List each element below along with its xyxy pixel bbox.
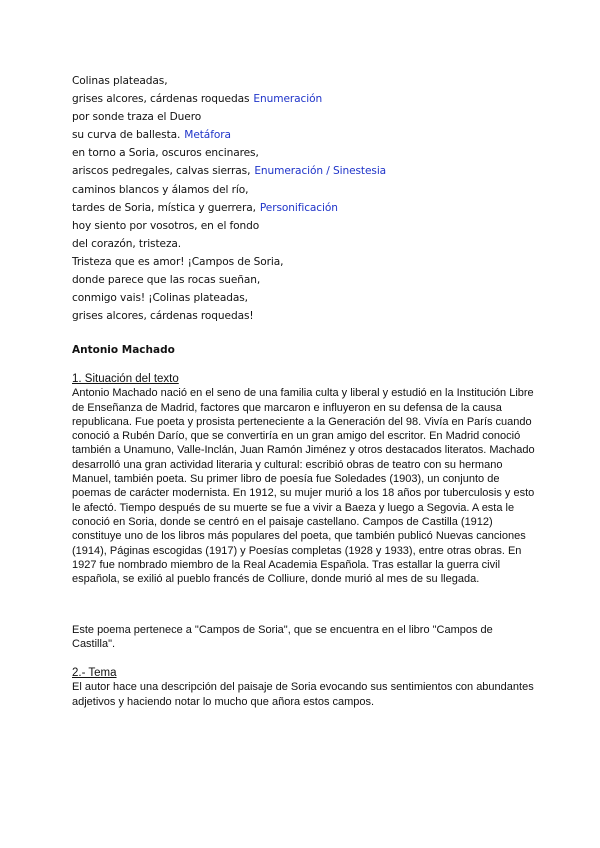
section-heading: 1. Situación del texto bbox=[72, 373, 179, 385]
poem-line: en torno a Soria, oscuros encinares, bbox=[72, 147, 259, 160]
figure-annotation: Metáfora bbox=[184, 129, 231, 142]
poem-line: grises alcores, cárdenas roquedas Enumeración bbox=[72, 93, 323, 106]
poem-line: conmigo vais! ¡Colinas plateadas, bbox=[72, 292, 248, 305]
poem-line: ariscos pedregales, calvas sierras, Enumeración / Sinestesia bbox=[72, 165, 387, 178]
poem-line: su curva de ballesta. Metáfora bbox=[72, 129, 231, 142]
poem-author: Antonio Machado bbox=[72, 344, 175, 356]
poem-line: grises alcores, cárdenas roquedas! bbox=[72, 310, 254, 323]
poem-line: por sonde traza el Duero bbox=[72, 111, 202, 124]
figure-annotation: Personificación bbox=[259, 201, 338, 214]
section-pertenencia bbox=[72, 623, 537, 652]
poem-line: tardes de Soria, mística y guerrera, Personificación bbox=[72, 201, 338, 214]
poem-line: donde parece que las rocas sueñan, bbox=[72, 274, 261, 287]
section-body: El autor hace una descripción del paisaje de Soria evocando sus sentimientos con abundantes adjetivos y haciendo notar lo mucho que añora estos campos. bbox=[72, 681, 534, 708]
poem-line: Colinas plateadas, bbox=[72, 75, 168, 87]
poem-line: del corazón, tristeza. bbox=[72, 237, 182, 250]
poem-line: caminos blancos y álamos del río, bbox=[72, 183, 249, 196]
section-heading: 2.- Tema bbox=[72, 667, 117, 679]
section-body: Antonio Machado nació en el seno de una familia culta y liberal y estudió en la Institución Libre de Enseñanza de Madrid, factores que marcaron e influyeron en su defensa de la causa republicana. Fue poeta y prosista perteneciente a la Generación del 98. Vivía en París cuando conoció a Rubén Darío, que se convertiría en un gran amigo del escritor. En Madrid conoció también a Unamuno, Valle-Inclán, Juan Ramón Jiménez y otros destacados literatos. Machado desarrolló una gran actividad literaria y cultural: escribió obras de teatro con su hermano Manuel, también poeta. Su primer libro de poesía fue Soledades (1903), un conjunto de poemas de carácter modernista. En 1912, su mujer murió a los 18 años por tuberculosis y esto le afectó. Tiempo después de su muerte se fue a vivir a Baeza y luego a Segovia. A esta le conoció en Soria, donde se centró en el paisaje castellano. Campos de Castilla (1912) constituye uno de los libros más populares del poeta, que también publicó Nuevas canciones (1914), Páginas escogidas (1917) y Poesías completas (1928 y 1933), entre otras obras. En 1927 fue nombrado miembro de la Real Academia Española. Tras estallar la guerra civil española, se exilió al pueblo francés de Colliure, donde murió al mes de su llegada. bbox=[72, 387, 535, 586]
section-situacion bbox=[72, 372, 537, 586]
poem bbox=[72, 72, 542, 325]
figure-annotation: Enumeración / Sinestesia bbox=[254, 165, 387, 178]
section-body: Este poema pertenece a "Campos de Soria", que se encuentra en el libro "Campos de Castilla". bbox=[72, 624, 493, 651]
figure-annotation: Enumeración bbox=[253, 93, 323, 106]
poem-line: hoy siento por vosotros, en el fondo bbox=[72, 219, 260, 232]
section-tema bbox=[72, 666, 537, 709]
poem-line: Tristeza que es amor! ¡Campos de Soria, bbox=[72, 255, 284, 268]
